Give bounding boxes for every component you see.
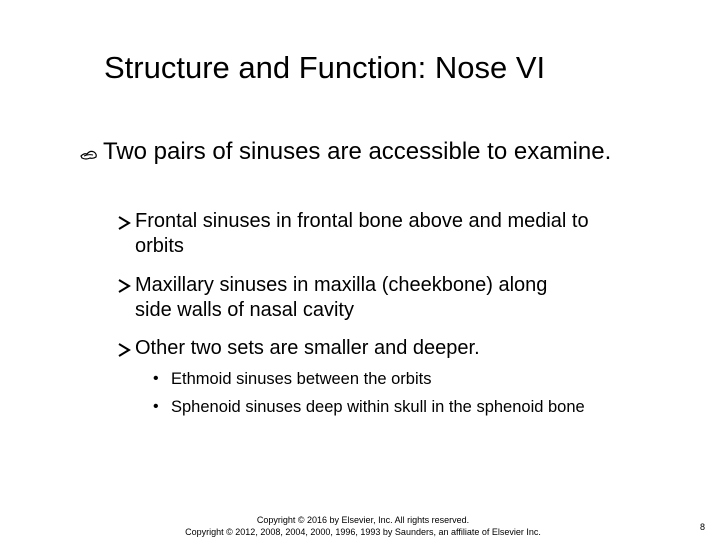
bullet-icon xyxy=(80,146,98,162)
sub-point-line: orbits xyxy=(135,235,184,257)
sub-point-line: Maxillary sinuses in maxilla (cheekbone) along xyxy=(135,274,548,296)
tertiary-point-ethmoid: Ethmoid sinuses between the orbits xyxy=(171,370,432,388)
sub-point-maxillary xyxy=(135,273,695,323)
main-point-text: Two pairs of sinuses are accessible to examine. xyxy=(103,138,612,165)
arrow-bullet-icon xyxy=(117,343,131,357)
sub-point-line: Other two sets are smaller and deeper. xyxy=(135,337,480,359)
arrow-bullet-icon xyxy=(117,216,131,230)
arrow-bullet-icon xyxy=(117,279,131,293)
sub-point-line: side walls of nasal cavity xyxy=(135,299,354,321)
sub-point-frontal xyxy=(135,209,695,259)
copyright-line: Copyright © 2012, 2008, 2004, 2000, 1996, 1993 by Saunders, an affiliate of Elsevier Inc. xyxy=(185,527,541,537)
copyright-notice xyxy=(150,514,576,538)
sub-point-other xyxy=(135,336,695,361)
round-bullet: • xyxy=(153,370,159,387)
round-bullet: • xyxy=(153,398,159,415)
copyright-line: Copyright © 2016 by Elsevier, Inc. All rights reserved. xyxy=(256,515,470,525)
tertiary-point-sphenoid: Sphenoid sinuses deep within skull in the sphenoid bone xyxy=(171,398,585,416)
page-number: 8 xyxy=(700,522,706,532)
slide-title: Structure and Function: Nose VI xyxy=(104,50,546,85)
sub-point-line: Frontal sinuses in frontal bone above and medial to xyxy=(135,210,589,232)
